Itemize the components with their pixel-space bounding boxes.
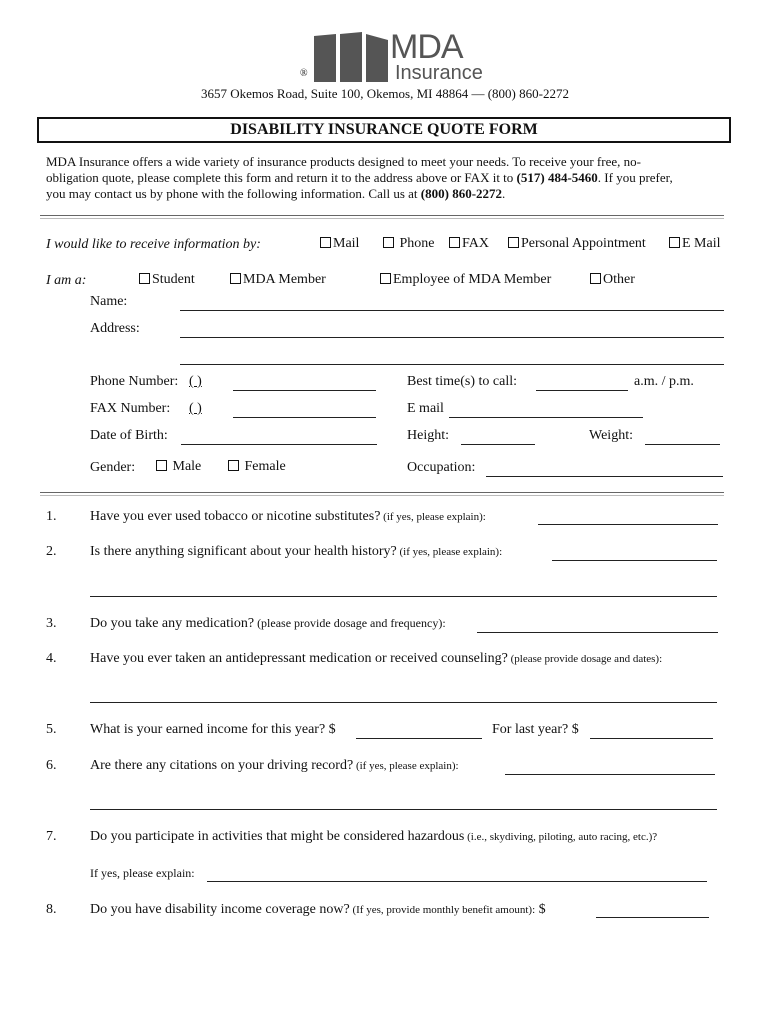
- income-last-year-field[interactable]: [590, 738, 713, 739]
- option-male[interactable]: Male: [156, 459, 201, 475]
- question-8-answer[interactable]: [596, 917, 709, 918]
- option-phone[interactable]: Phone: [383, 236, 435, 252]
- checkbox[interactable]: [669, 237, 680, 248]
- question-1-answer[interactable]: [538, 524, 718, 525]
- question-2: Is there anything significant about your health history? (if yes, please explain):: [90, 544, 503, 559]
- divider: [40, 492, 724, 496]
- question-6-number: 6.: [46, 758, 57, 773]
- fax-area-code: ( ): [189, 401, 202, 416]
- intro-line-3: you may contact us by phone with the following information. Call us at (800) 860-2272.: [46, 186, 506, 201]
- question-4: Have you ever taken an antidepressant medication or received counseling? (please provide dosage and dates):: [90, 651, 663, 666]
- option-mail[interactable]: Mail: [320, 236, 359, 252]
- form-title-box: [37, 117, 731, 143]
- phone-area-code: ( ): [189, 374, 202, 389]
- question-3-answer[interactable]: [477, 632, 718, 633]
- company-address: 3657 Okemos Road, Suite 100, Okemos, MI 48864 — (800) 860-2272: [201, 86, 569, 101]
- dob-label: Date of Birth:: [90, 428, 168, 443]
- checkbox[interactable]: [139, 273, 150, 284]
- checkbox[interactable]: [590, 273, 601, 284]
- dob-field[interactable]: [181, 444, 377, 445]
- weight-label: Weight:: [589, 428, 633, 443]
- question-5: What is your earned income for this year? $: [90, 722, 336, 737]
- intro-text: [46, 154, 736, 202]
- occupation-label: Occupation:: [407, 460, 476, 475]
- question-7-answer[interactable]: [207, 881, 707, 882]
- email-field[interactable]: [449, 417, 643, 418]
- logo: [300, 28, 500, 88]
- checkbox[interactable]: [230, 273, 241, 284]
- option-email[interactable]: E Mail: [669, 236, 721, 252]
- checkbox[interactable]: [156, 460, 167, 471]
- phone-label: Phone Number:: [90, 374, 179, 389]
- question-4-answer[interactable]: [90, 702, 717, 703]
- name-label: Name:: [90, 294, 128, 309]
- question-4-number: 4.: [46, 651, 57, 666]
- option-student[interactable]: Student: [139, 272, 195, 288]
- option-employee[interactable]: Employee of MDA Member: [380, 272, 551, 288]
- question-3: Do you take any medication? (please provide dosage and frequency):: [90, 616, 446, 631]
- option-female[interactable]: Female: [228, 459, 286, 475]
- question-7-sub: If yes, please explain:: [90, 866, 195, 880]
- address-field-2[interactable]: [180, 364, 724, 365]
- phone-number: (800) 860-2272: [420, 186, 503, 201]
- checkbox[interactable]: [508, 237, 519, 248]
- checkbox[interactable]: [449, 237, 460, 248]
- question-2-number: 2.: [46, 544, 57, 559]
- question-1-number: 1.: [46, 509, 57, 524]
- option-other[interactable]: Other: [590, 272, 635, 288]
- question-8-number: 8.: [46, 902, 57, 917]
- fax-label: FAX Number:: [90, 401, 171, 416]
- height-label: Height:: [407, 428, 449, 443]
- address-label: Address:: [90, 321, 140, 336]
- checkbox[interactable]: [383, 237, 394, 248]
- question-1: Have you ever used tobacco or nicotine substitutes? (if yes, please explain):: [90, 509, 486, 524]
- logo-mark-icon: [310, 30, 390, 86]
- fax-number: (517) 484-5460: [516, 170, 598, 185]
- email-label: E mail: [407, 401, 444, 416]
- fax-field[interactable]: [233, 417, 376, 418]
- best-time-field[interactable]: [536, 390, 628, 391]
- question-3-number: 3.: [46, 616, 57, 631]
- option-fax[interactable]: FAX: [449, 236, 489, 252]
- logo-insurance-text: Insurance: [395, 62, 483, 84]
- phone-field[interactable]: [233, 390, 376, 391]
- intro-line-2: obligation quote, please complete this form and return it to the address above or FAX it to (517) 484-5460. If you prefer,: [46, 170, 673, 185]
- logo-mda-text: MDA: [390, 28, 463, 66]
- question-5-last-year: For last year? $: [492, 722, 579, 737]
- best-time-label: Best time(s) to call:: [407, 374, 518, 389]
- name-field[interactable]: [180, 310, 724, 311]
- intro-line-1: MDA Insurance offers a wide variety of insurance products designed to meet your needs. To receive your free, no-: [46, 154, 641, 169]
- question-6: Are there any citations on your driving record? (if yes, please explain):: [90, 758, 459, 773]
- address-field-1[interactable]: [180, 337, 724, 338]
- checkbox[interactable]: [380, 273, 391, 284]
- option-mda-member[interactable]: MDA Member: [230, 272, 326, 288]
- weight-field[interactable]: [645, 444, 720, 445]
- checkbox[interactable]: [320, 237, 331, 248]
- question-6-answer[interactable]: [505, 774, 715, 775]
- option-personal-appointment[interactable]: Personal Appointment: [508, 236, 646, 252]
- question-6-answer-line-2[interactable]: [90, 809, 717, 810]
- logo-registered-mark: ®: [300, 68, 308, 79]
- question-5-number: 5.: [46, 722, 57, 737]
- divider: [40, 215, 724, 219]
- income-this-year-field[interactable]: [356, 738, 482, 739]
- ampm-label: a.m. / p.m.: [634, 374, 694, 389]
- iam-label: I am a:: [46, 273, 87, 288]
- checkbox[interactable]: [228, 460, 239, 471]
- question-7-number: 7.: [46, 829, 57, 844]
- question-2-answer-line-2[interactable]: [90, 596, 717, 597]
- occupation-field[interactable]: [486, 476, 723, 477]
- gender-label: Gender:: [90, 460, 136, 475]
- question-8: Do you have disability income coverage now? (If yes, provide monthly benefit amount): $: [90, 902, 546, 917]
- question-2-answer[interactable]: [552, 560, 717, 561]
- form-title: DISABILITY INSURANCE QUOTE FORM: [230, 121, 538, 138]
- receive-label: I would like to receive information by:: [46, 237, 261, 252]
- height-field[interactable]: [461, 444, 535, 445]
- question-7: Do you participate in activities that might be considered hazardous (i.e., skydiving, piloting, auto racing, etc.)?: [90, 829, 658, 844]
